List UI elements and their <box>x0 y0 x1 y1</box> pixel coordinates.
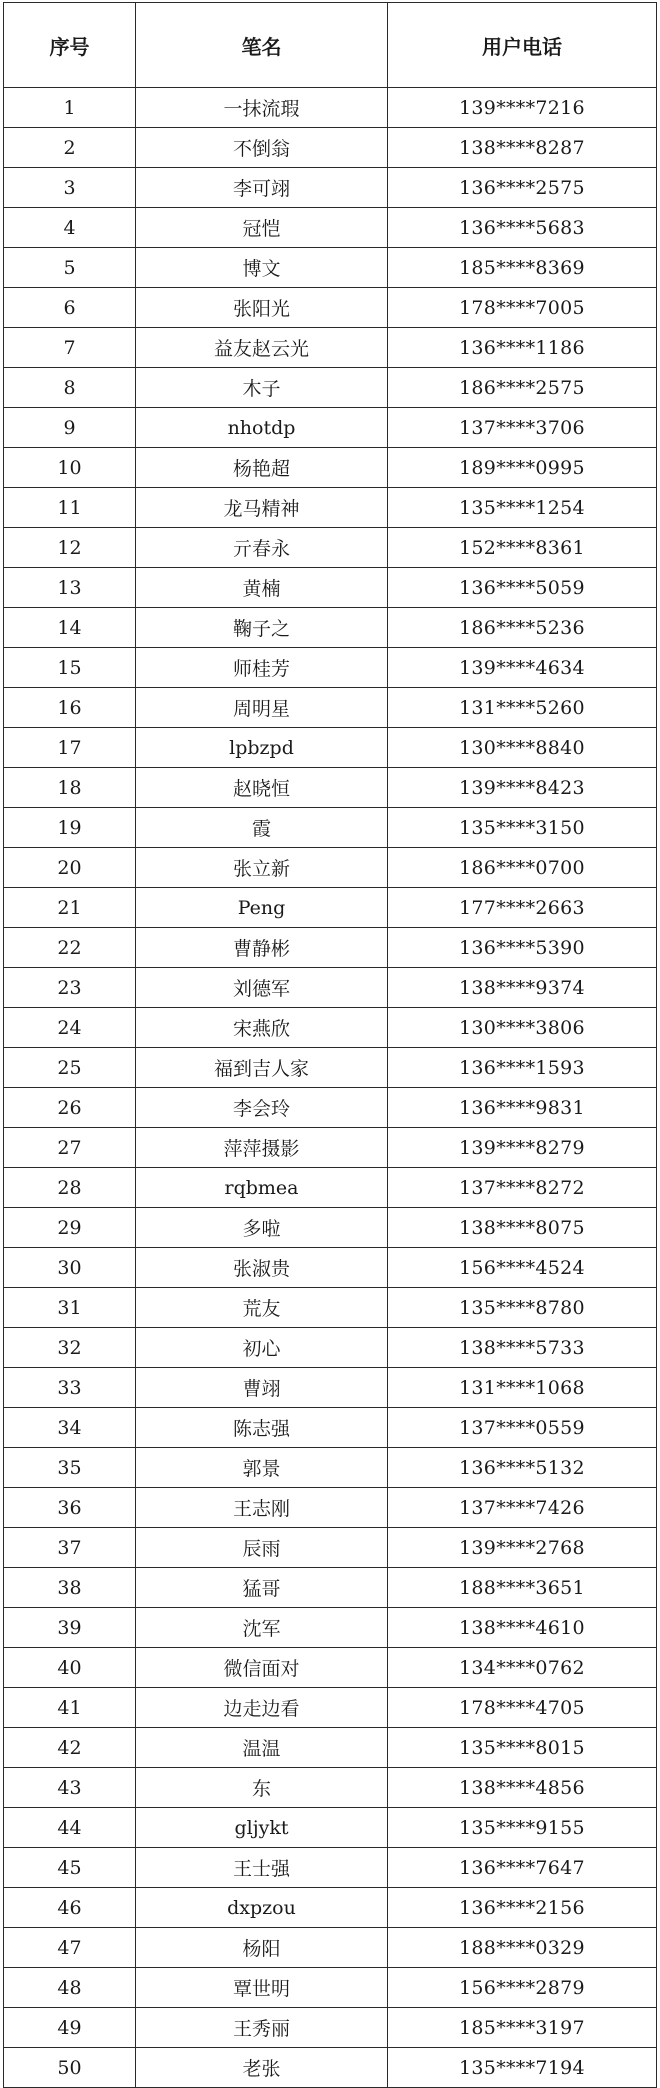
table-row <box>4 1888 657 1928</box>
cell-pen-name: 一抹流瑕 <box>136 88 388 128</box>
cell-user-phone: 136****2156 <box>388 1888 657 1928</box>
cell-user-phone: 139****4634 <box>388 648 657 688</box>
table-row <box>4 1168 657 1208</box>
cell-serial-number: 37 <box>4 1528 136 1568</box>
cell-serial-number: 19 <box>4 808 136 848</box>
table-row <box>4 1448 657 1488</box>
table-header <box>4 3 657 88</box>
cell-serial-number: 24 <box>4 1008 136 1048</box>
cell-user-phone: 131****5260 <box>388 688 657 728</box>
cell-serial-number: 2 <box>4 128 136 168</box>
table-row <box>4 568 657 608</box>
cell-pen-name: 益友赵云光 <box>136 328 388 368</box>
table-row <box>4 1688 657 1728</box>
table-row <box>4 648 657 688</box>
table-row <box>4 1368 657 1408</box>
cell-user-phone: 136****5059 <box>388 568 657 608</box>
table-row <box>4 1728 657 1768</box>
cell-user-phone: 138****8287 <box>388 128 657 168</box>
cell-serial-number: 17 <box>4 728 136 768</box>
cell-user-phone: 186****5236 <box>388 608 657 648</box>
cell-pen-name: 张淑贵 <box>136 1248 388 1288</box>
table-row <box>4 1488 657 1528</box>
cell-user-phone: 136****1186 <box>388 328 657 368</box>
table-row <box>4 488 657 528</box>
table-row <box>4 928 657 968</box>
cell-serial-number: 34 <box>4 1408 136 1448</box>
table-row <box>4 288 657 328</box>
cell-serial-number: 13 <box>4 568 136 608</box>
cell-pen-name: 冠恺 <box>136 208 388 248</box>
cell-serial-number: 3 <box>4 168 136 208</box>
cell-serial-number: 18 <box>4 768 136 808</box>
cell-pen-name: 张阳光 <box>136 288 388 328</box>
cell-serial-number: 15 <box>4 648 136 688</box>
cell-pen-name: 黄楠 <box>136 568 388 608</box>
header-serial-number: 序号 <box>4 3 136 88</box>
cell-pen-name: 宋燕欣 <box>136 1008 388 1048</box>
cell-user-phone: 139****7216 <box>388 88 657 128</box>
cell-user-phone: 136****7647 <box>388 1848 657 1888</box>
table-row <box>4 1328 657 1368</box>
cell-user-phone: 135****9155 <box>388 1808 657 1848</box>
cell-pen-name: 木子 <box>136 368 388 408</box>
table-row <box>4 1568 657 1608</box>
cell-pen-name: 王志刚 <box>136 1488 388 1528</box>
cell-pen-name: rqbmea <box>136 1168 388 1208</box>
cell-pen-name: 多啦 <box>136 1208 388 1248</box>
cell-serial-number: 32 <box>4 1328 136 1368</box>
cell-serial-number: 47 <box>4 1928 136 1968</box>
cell-serial-number: 28 <box>4 1168 136 1208</box>
cell-pen-name: 亓春永 <box>136 528 388 568</box>
cell-serial-number: 27 <box>4 1128 136 1168</box>
cell-pen-name: gljykt <box>136 1808 388 1848</box>
cell-pen-name: 不倒翁 <box>136 128 388 168</box>
table-row <box>4 528 657 568</box>
cell-user-phone: 186****0700 <box>388 848 657 888</box>
cell-pen-name: 龙马精神 <box>136 488 388 528</box>
table-row <box>4 1088 657 1128</box>
cell-serial-number: 44 <box>4 1808 136 1848</box>
cell-user-phone: 135****8780 <box>388 1288 657 1328</box>
cell-pen-name: 师桂芳 <box>136 648 388 688</box>
user-list-table <box>3 2 657 2088</box>
cell-user-phone: 137****0559 <box>388 1408 657 1448</box>
cell-user-phone: 138****8075 <box>388 1208 657 1248</box>
cell-serial-number: 35 <box>4 1448 136 1488</box>
cell-pen-name: 张立新 <box>136 848 388 888</box>
table-row <box>4 1248 657 1288</box>
cell-serial-number: 20 <box>4 848 136 888</box>
cell-pen-name: dxpzou <box>136 1888 388 1928</box>
cell-user-phone: 138****5733 <box>388 1328 657 1368</box>
cell-user-phone: 152****8361 <box>388 528 657 568</box>
table-row <box>4 1968 657 2008</box>
cell-pen-name: 鞠子之 <box>136 608 388 648</box>
header-row <box>4 3 657 88</box>
cell-serial-number: 22 <box>4 928 136 968</box>
table-row <box>4 1768 657 1808</box>
cell-serial-number: 36 <box>4 1488 136 1528</box>
cell-serial-number: 5 <box>4 248 136 288</box>
cell-serial-number: 33 <box>4 1368 136 1408</box>
cell-pen-name: 曹静彬 <box>136 928 388 968</box>
table-row <box>4 2008 657 2048</box>
cell-serial-number: 48 <box>4 1968 136 2008</box>
table-row <box>4 408 657 448</box>
cell-user-phone: 189****0995 <box>388 448 657 488</box>
cell-user-phone: 130****8840 <box>388 728 657 768</box>
cell-user-phone: 185****3197 <box>388 2008 657 2048</box>
cell-user-phone: 139****8423 <box>388 768 657 808</box>
cell-pen-name: 萍萍摄影 <box>136 1128 388 1168</box>
table-row <box>4 168 657 208</box>
cell-user-phone: 138****9374 <box>388 968 657 1008</box>
cell-serial-number: 43 <box>4 1768 136 1808</box>
cell-user-phone: 136****5390 <box>388 928 657 968</box>
cell-pen-name: 郭景 <box>136 1448 388 1488</box>
cell-serial-number: 21 <box>4 888 136 928</box>
cell-user-phone: 178****4705 <box>388 1688 657 1728</box>
cell-pen-name: 博文 <box>136 248 388 288</box>
cell-serial-number: 49 <box>4 2008 136 2048</box>
table-body <box>4 88 657 2088</box>
table-row <box>4 1848 657 1888</box>
cell-user-phone: 136****5132 <box>388 1448 657 1488</box>
cell-user-phone: 188****3651 <box>388 1568 657 1608</box>
cell-pen-name: 沈军 <box>136 1608 388 1648</box>
cell-pen-name: 初心 <box>136 1328 388 1368</box>
cell-pen-name: 覃世明 <box>136 1968 388 2008</box>
cell-user-phone: 178****7005 <box>388 288 657 328</box>
cell-user-phone: 185****8369 <box>388 248 657 288</box>
cell-serial-number: 40 <box>4 1648 136 1688</box>
cell-pen-name: 刘德军 <box>136 968 388 1008</box>
table-row <box>4 1608 657 1648</box>
cell-user-phone: 135****7194 <box>388 2048 657 2088</box>
cell-user-phone: 136****1593 <box>388 1048 657 1088</box>
cell-pen-name: 李可翊 <box>136 168 388 208</box>
header-pen-name: 笔名 <box>136 3 388 88</box>
cell-serial-number: 16 <box>4 688 136 728</box>
cell-serial-number: 25 <box>4 1048 136 1088</box>
cell-pen-name: 陈志强 <box>136 1408 388 1448</box>
cell-pen-name: 老张 <box>136 2048 388 2088</box>
cell-pen-name: 微信面对 <box>136 1648 388 1688</box>
cell-pen-name: 李会玲 <box>136 1088 388 1128</box>
table-row <box>4 1288 657 1328</box>
cell-serial-number: 12 <box>4 528 136 568</box>
table-row <box>4 1808 657 1848</box>
table-row <box>4 368 657 408</box>
cell-serial-number: 11 <box>4 488 136 528</box>
cell-serial-number: 26 <box>4 1088 136 1128</box>
cell-pen-name: Peng <box>136 888 388 928</box>
table-row <box>4 968 657 1008</box>
table-row <box>4 208 657 248</box>
cell-user-phone: 136****5683 <box>388 208 657 248</box>
cell-serial-number: 39 <box>4 1608 136 1648</box>
cell-serial-number: 42 <box>4 1728 136 1768</box>
cell-user-phone: 139****2768 <box>388 1528 657 1568</box>
table-row <box>4 1648 657 1688</box>
cell-serial-number: 14 <box>4 608 136 648</box>
table-row <box>4 128 657 168</box>
cell-user-phone: 136****2575 <box>388 168 657 208</box>
cell-serial-number: 7 <box>4 328 136 368</box>
cell-pen-name: 辰雨 <box>136 1528 388 1568</box>
cell-serial-number: 30 <box>4 1248 136 1288</box>
table-row <box>4 248 657 288</box>
cell-user-phone: 137****8272 <box>388 1168 657 1208</box>
cell-serial-number: 46 <box>4 1888 136 1928</box>
cell-user-phone: 131****1068 <box>388 1368 657 1408</box>
cell-pen-name: 曹翊 <box>136 1368 388 1408</box>
cell-user-phone: 134****0762 <box>388 1648 657 1688</box>
cell-pen-name: 王士强 <box>136 1848 388 1888</box>
table-row <box>4 688 657 728</box>
cell-user-phone: 177****2663 <box>388 888 657 928</box>
cell-user-phone: 139****8279 <box>388 1128 657 1168</box>
header-user-phone: 用户电话 <box>388 3 657 88</box>
cell-serial-number: 6 <box>4 288 136 328</box>
cell-user-phone: 130****3806 <box>388 1008 657 1048</box>
cell-serial-number: 4 <box>4 208 136 248</box>
table-row <box>4 448 657 488</box>
table-row <box>4 1048 657 1088</box>
cell-pen-name: 杨阳 <box>136 1928 388 1968</box>
table-row <box>4 848 657 888</box>
table-row <box>4 808 657 848</box>
cell-serial-number: 29 <box>4 1208 136 1248</box>
table-row <box>4 1128 657 1168</box>
cell-user-phone: 135****3150 <box>388 808 657 848</box>
cell-user-phone: 137****3706 <box>388 408 657 448</box>
cell-serial-number: 23 <box>4 968 136 1008</box>
table-row <box>4 2048 657 2088</box>
cell-user-phone: 135****8015 <box>388 1728 657 1768</box>
table-row <box>4 1008 657 1048</box>
table-row <box>4 768 657 808</box>
cell-pen-name: nhotdp <box>136 408 388 448</box>
table-row <box>4 1408 657 1448</box>
cell-user-phone: 136****9831 <box>388 1088 657 1128</box>
cell-serial-number: 31 <box>4 1288 136 1328</box>
cell-serial-number: 10 <box>4 448 136 488</box>
cell-user-phone: 156****2879 <box>388 1968 657 2008</box>
table-row <box>4 1208 657 1248</box>
table-row <box>4 328 657 368</box>
cell-user-phone: 156****4524 <box>388 1248 657 1288</box>
cell-pen-name: 荒友 <box>136 1288 388 1328</box>
cell-pen-name: 边走边看 <box>136 1688 388 1728</box>
cell-pen-name: 霞 <box>136 808 388 848</box>
cell-pen-name: 赵晓恒 <box>136 768 388 808</box>
cell-pen-name: 周明星 <box>136 688 388 728</box>
cell-serial-number: 1 <box>4 88 136 128</box>
cell-user-phone: 135****1254 <box>388 488 657 528</box>
cell-pen-name: 杨艳超 <box>136 448 388 488</box>
cell-user-phone: 138****4856 <box>388 1768 657 1808</box>
cell-pen-name: 猛哥 <box>136 1568 388 1608</box>
cell-user-phone: 138****4610 <box>388 1608 657 1648</box>
table-row <box>4 608 657 648</box>
cell-serial-number: 38 <box>4 1568 136 1608</box>
cell-pen-name: lpbzpd <box>136 728 388 768</box>
table-row <box>4 728 657 768</box>
cell-pen-name: 福到吉人家 <box>136 1048 388 1088</box>
table-row <box>4 1528 657 1568</box>
cell-pen-name: 东 <box>136 1768 388 1808</box>
cell-user-phone: 137****7426 <box>388 1488 657 1528</box>
cell-serial-number: 8 <box>4 368 136 408</box>
table-row <box>4 888 657 928</box>
cell-serial-number: 45 <box>4 1848 136 1888</box>
cell-pen-name: 温温 <box>136 1728 388 1768</box>
table-row <box>4 88 657 128</box>
cell-user-phone: 188****0329 <box>388 1928 657 1968</box>
cell-pen-name: 王秀丽 <box>136 2008 388 2048</box>
cell-serial-number: 50 <box>4 2048 136 2088</box>
cell-user-phone: 186****2575 <box>388 368 657 408</box>
table-row <box>4 1928 657 1968</box>
cell-serial-number: 9 <box>4 408 136 448</box>
cell-serial-number: 41 <box>4 1688 136 1728</box>
